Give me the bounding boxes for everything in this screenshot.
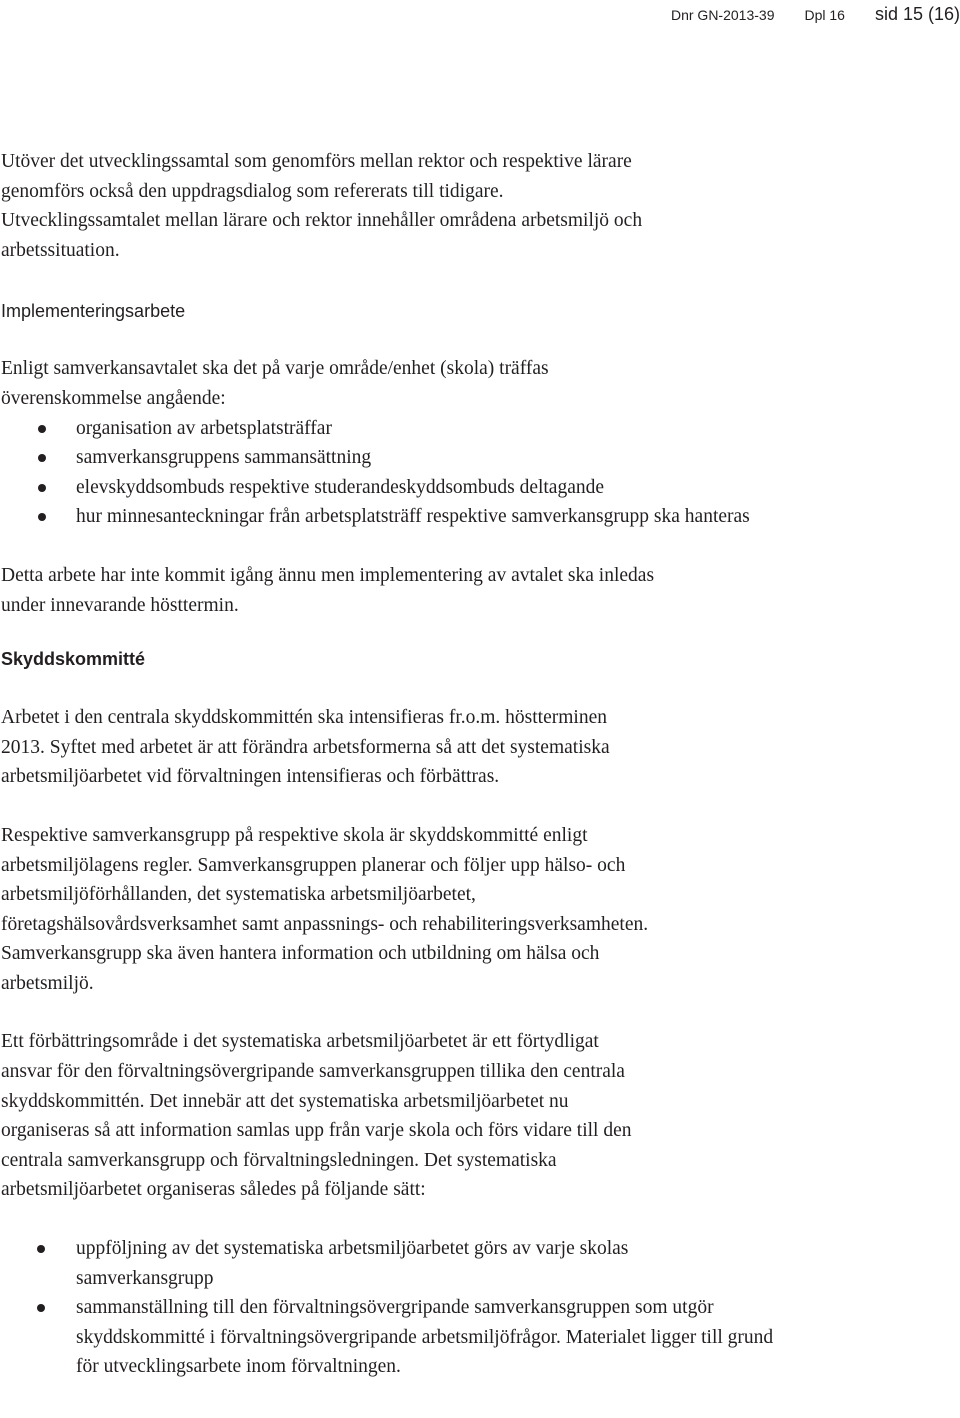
bullet-icon (37, 1245, 45, 1253)
bullet-icon (37, 1304, 45, 1312)
bullet-icon (38, 484, 46, 492)
implementation-heading: Implementeringsarbete (1, 301, 186, 322)
implementation-status: Detta arbete har inte kommit igång ännu men implementering av avtalet ska inledas under innevarande hösttermin. (1, 564, 655, 616)
document-body (1, 147, 956, 1382)
list-item: uppföljning av det systematiska arbetsmiljöarbetet görs av varje skolas samverkansgrupp (1, 1234, 736, 1293)
list-item: elevskyddsombuds respektive studerandeskyddsombuds deltagande (1, 473, 956, 503)
document-number: Dnr GN-2013-39 (670, 7, 775, 23)
list-item: sammanställning till den förvaltningsövergripande samverkansgruppen som utgör skyddskommitté i förvaltningsövergripande arbetsmiljöfrågor. Materialet ligger till grund för utvecklingsarbete inom förvaltningen. (1, 1293, 776, 1382)
list-item: organisation av arbetsplatsträffar (1, 414, 956, 444)
safety-committee-paragraph-1: Arbetet i den centrala skyddskommittén ska intensifieras fr.o.m. höstterminen 2013. Syftet med arbetet är att förändra arbetsformerna så att det systematiska arbetsmiljöarbetet vid förvaltningen intensifieras och förbättras. (1, 707, 610, 788)
safety-committee-paragraph-2: Respektive samverkansgrupp på respektive skola är skyddskommitté enligt arbetsmiljölagens regler. Samverkansgruppen planerar och följer upp hälso- och arbetsmiljöförhållanden, det systematiska arbetsmiljöarbetet, företagshälsovårdsverksamhet samt anpassnings- och rehabiliteringsverksamheten. Samverkansgrupp ska även hantera information och utbildning om hälsa och arbetsmiljö. (1, 824, 649, 994)
page-header (671, 4, 960, 25)
list-item: samverkansgruppens sammansättning (1, 443, 956, 473)
bullet-icon (38, 454, 46, 462)
intro-paragraph: Utöver det utvecklingssamtal som genomförs mellan rektor och respektive lärare genomförs också den uppdragsdialog som refererats till tidigare. Utvecklingssamtalet mellan lärare och rektor innehåller områdena arbetsmiljö och arbetssituation. (1, 151, 643, 261)
bullet-icon (38, 513, 46, 521)
page-number: sid 15 (16) (874, 4, 960, 24)
safety-committee-paragraph-3: Ett förbättringsområde i det systematiska arbetsmiljöarbetet är ett förtydligat ansvar för den förvaltningsövergripande samverkansgruppen tillika den centrala skyddskommittén. Det innebär att det systematiska arbetsmiljöarbetet nu organiseras så att information samlas upp från varje skola och förs vidare till den centrala samverkansgrupp och förvaltningsledningen. Det systematiska arbetsmiljöarbetet organiseras således på följande sätt: (1, 1031, 632, 1201)
implementation-paragraph: Enligt samverkansavtalet ska det på varje område/enhet (skola) träffas överenskommelse angående: (1, 358, 549, 409)
list-item: hur minnesanteckningar från arbetsplatsträff respektive samverkansgrupp ska hanteras (1, 502, 776, 532)
safety-committee-list (1, 1234, 956, 1382)
bullet-icon (38, 425, 46, 433)
safety-committee-heading: Skyddskommitté (1, 649, 146, 670)
document-paragraph: Dpl 16 (804, 7, 845, 23)
implementation-list (1, 414, 956, 532)
